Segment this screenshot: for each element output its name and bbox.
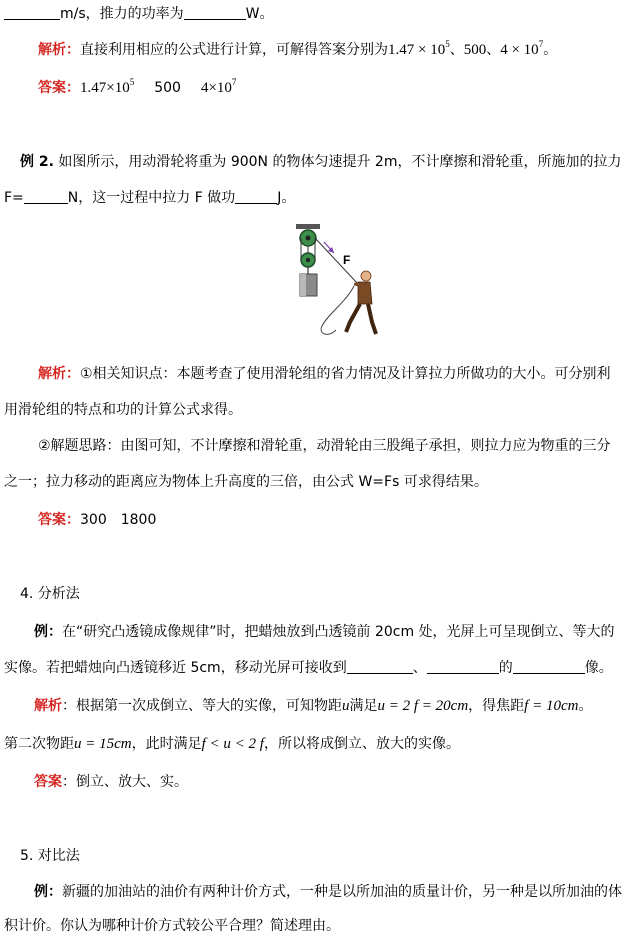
section-5-heading: 5. 对比法 [20, 848, 80, 864]
pull-rope [315, 238, 358, 284]
sec4-analysis-line1: 解析：根据第一次成倒立、等大的实像，可知物距u满足u = 2 f = 20cm，得焦距f = 10cm。 [34, 698, 593, 714]
sec4-question-line1: 例：在“研究凸透镜成像规律”时，把蜡烛放到凸透镜前 20cm 处，光屏上可呈现倒立、等大的 [34, 624, 615, 640]
ex2-question-line1: 例 2. 如图所示，用动滑轮将重为 900N 的物体匀速提升 2m，不计摩擦和滑轮重，所施加的拉力 [20, 154, 622, 170]
ex2-answer: 答案：300 1800 [38, 512, 157, 528]
pulley-figure [288, 222, 388, 344]
support-beam [296, 224, 320, 229]
answer-blank [235, 189, 277, 204]
ex2-analysis-line4: 之一；拉力移动的距离应为物体上升高度的三倍，由公式 W=Fs 可求得结果。 [4, 474, 488, 490]
answer-blank [4, 5, 60, 20]
person-body [358, 282, 372, 304]
sec4-answer: 答案：倒立、放大、实。 [34, 774, 188, 790]
ex2-analysis-line3: ②解题思路：由图可知，不计摩擦和滑轮重，动滑轮由三股绳子承担，则拉力应为物重的三分 [38, 438, 611, 454]
ex1-analysis: 解析：直接利用相应的公式进行计算，可解得答案分别为$1.47 \times 10^5$、500、$4 \times 10^7$。 [38, 39, 558, 58]
sec5-question-line1: 例：新疆的加油站的油价有两种计价方式，一种是以所加油的质量计价，另一种是以所加油的体 [34, 884, 622, 900]
sec4-question-line2: 实像。若把蜡烛向凸透镜移近 5cm，移动光屏可接收到 、 的 像。 [4, 660, 613, 676]
sec4-analysis-line2: 第二次物距u = 15cm，此时满足f < u < 2 f，所以将成倒立、放大的实像。 [4, 736, 460, 752]
ex1-line1: m/s，推力的功率为 W。 [4, 4, 274, 24]
ex2-analysis-line1: 解析：①相关知识点：本题考查了使用滑轮组的省力情况及计算拉力所做功的大小。可分别利 [38, 366, 611, 382]
answer-blank [184, 5, 246, 20]
ex1-answer: 答案：$1.47\times 10^5$ 500 $4\times 10^7$ [38, 77, 237, 96]
ex2-question-line2: F= N，这一过程中拉力 F 做功 J。 [4, 190, 296, 206]
sec5-question-line2: 积计价。你认为哪种计价方式较公平合理？简述理由。 [4, 918, 340, 934]
ex2-analysis-line2: 用滑轮组的特点和功的计算公式求得。 [4, 402, 242, 418]
answer-blank [24, 189, 68, 204]
answer-blank [427, 659, 499, 674]
section-4-heading: 4. 分析法 [20, 586, 80, 602]
answer-blank [513, 659, 585, 674]
force-label: F [343, 253, 351, 267]
answer-blank [347, 659, 413, 674]
person-head [361, 271, 371, 281]
